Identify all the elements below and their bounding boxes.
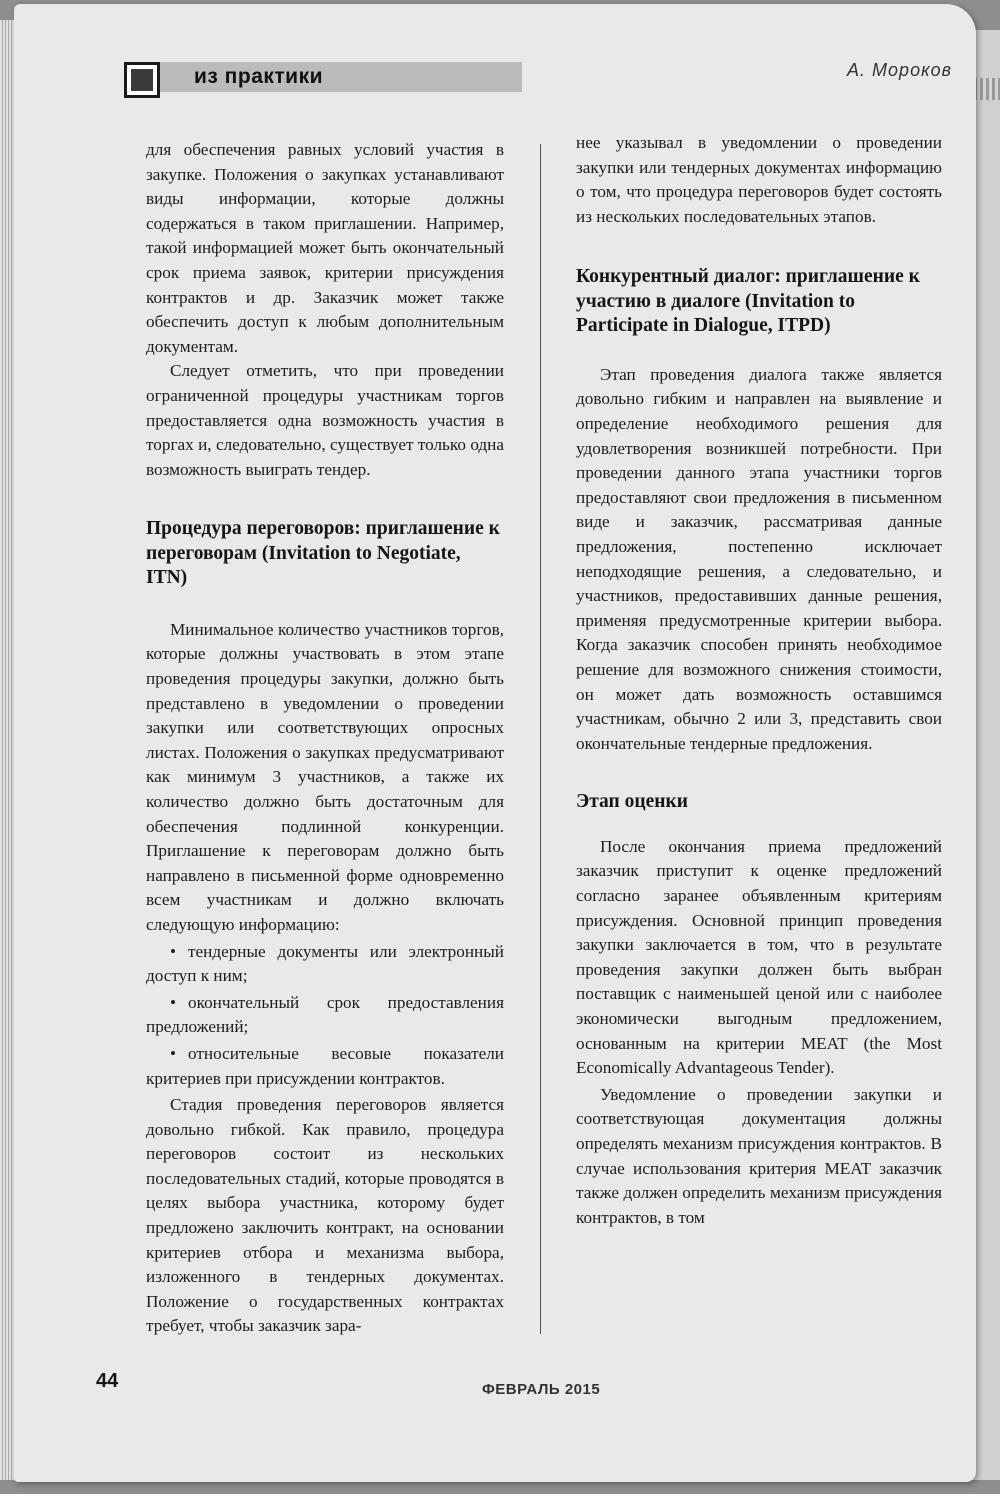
paragraph: После окончания приема предложений заказчик приступит к оценке предложений согласно заранее объявленным критериям присуждения. Основной принцип проведения закупки заключается в том, что в результате проведения закупки должен быть выбран поставщик с наименьшей ценой или с наиболее экономически выгодным предложением, основанным на критерии MEAT (the Most Economically Advantageous Tender). xyxy=(576,836,942,1078)
column-divider xyxy=(540,144,541,1334)
section-header-bar xyxy=(126,62,522,92)
bullet-icon: • xyxy=(170,992,177,1012)
section-title: из практики xyxy=(194,65,323,88)
section-marker-icon xyxy=(124,62,160,98)
paragraph: Этап проведения диалога также является довольно гибким и направлен на выявление и определение необходимого решения для удовлетворения возникшей потребности. При проведении данного этапа участники торгов предоставляют свои предложения в письменном виде и заказчик, рассматривая данные предложения, постепенно исключает неподходящие решения, а следовательно, и участников, предоставивших данные решения, применяя предусмотренные критерии выбора. Когда заказчик способен принять необходимое решение для возможного снижения стоимости, он может дать возможность оставшимся участникам, обычно 2 или 3, представить свои окончательные тендерные предложения. xyxy=(576,364,942,753)
paragraph: нее указывал в уведомлении о проведении закупки или тендерных документах информацию о том, что процедура переговоров будет состоять из нескольких последовательных этапов. xyxy=(576,133,942,226)
list-item: • окончательный срок предоставления предложений; xyxy=(146,992,504,1037)
section-heading: Конкурентный диалог: приглашение к участию в диалоге (Invitation to Participate in Dialogue, ITPD) xyxy=(576,266,920,337)
author-name: А. Мороков xyxy=(847,60,952,80)
page-number: 44 xyxy=(96,1370,119,1392)
bullet-icon: • xyxy=(170,1043,177,1063)
paragraph: Минимальное количество участников торгов, которые должны участвовать в этом этапе проведения процедуры закупки, должно быть представлено в уведомлении о проведении закупки или соответствующих опросных листах. Положения о закупках предусматривают как минимум 3 участников, а также их количество должно быть достаточным для обеспечения подлинной конкуренции. Приглашение к переговорам должно быть направлено в письменной форме одновременно всем участникам и должно включать следующую информацию: xyxy=(146,619,504,934)
list-item: • относительные весовые показатели критериев при присуждении контрактов. xyxy=(146,1043,504,1088)
issue-date: ФЕВРАЛЬ 2015 xyxy=(482,1381,601,1398)
paragraph: Стадия проведения переговоров является довольно гибкой. Как правило, процедура переговоров состоит из нескольких последовательных стадий, которые проводятся в целях выбора участника, которому будет предложено заключить контракт, на основании критериев отбора и механизма выбора, изложенного в тендерных документах. Положение о государственных контрактах требует, чтобы заказчик зара- xyxy=(146,1095,504,1336)
section-heading: Процедура переговоров: приглашение к переговорам (Invitation to Negotiate, ITN) xyxy=(146,518,500,589)
paragraph: для обеспечения равных условий участия в закупке. Положения о закупках устанавливают виды информации, которые должны содержаться в таком приглашении. Например, такой информацией может быть окончательный срок приема заявок, критерии присуждения контрактов и др. Заказчик может также обеспечить доступ к любым дополнительным документам. xyxy=(146,140,504,356)
bullet-icon: • xyxy=(170,941,177,961)
section-heading: Этап оценки xyxy=(576,791,688,813)
right-column xyxy=(576,131,942,1230)
left-column xyxy=(146,138,504,1339)
paragraph: Следует отметить, что при проведении ограниченной процедуры участникам торгов предоставляется одна возможность участия в торгах и, следовательно, существует только одна возможность выиграть тендер. xyxy=(146,361,504,479)
list-item: • тендерные документы или электронный доступ к ним; xyxy=(146,941,504,986)
paragraph: Уведомление о проведении закупки и соответствующая документация должны определять механизм присуждения контрактов. В случае использования критерия MEAT заказчик также должен определить механизм присуждения контрактов, в том xyxy=(576,1084,942,1227)
